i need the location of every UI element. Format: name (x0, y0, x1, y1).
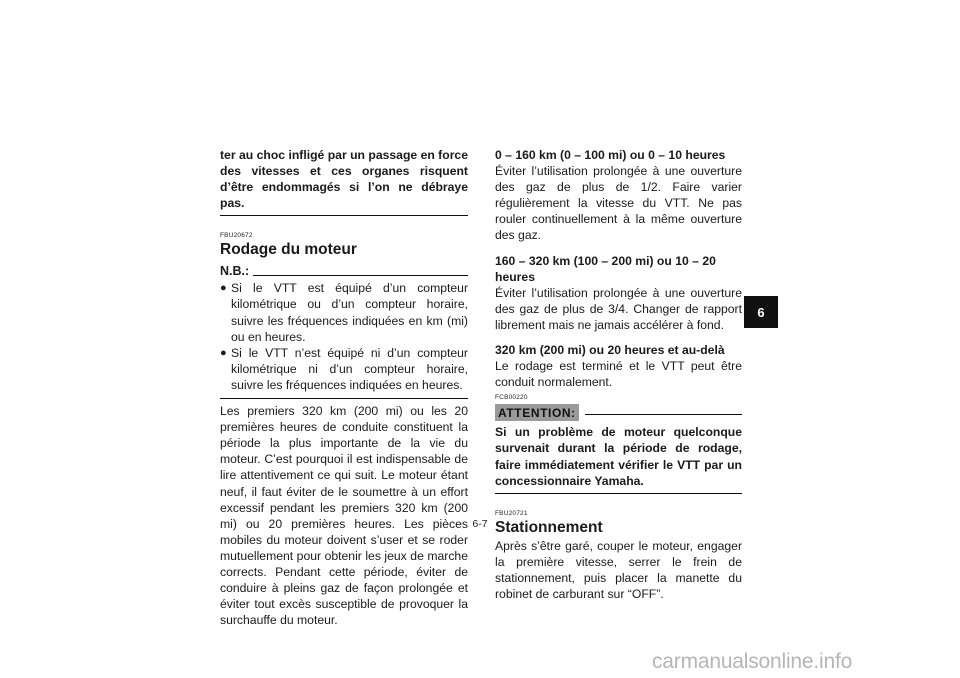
stage-heading: 320 km (200 mi) ou 20 heures et au-delà (495, 343, 725, 358)
chapter-tab: 6 (744, 296, 778, 328)
stage-block (495, 147, 742, 244)
stage-text: Éviter l’utilisation prolongée à une ouverture des gaz de plus de 3/4. Changer de rapport librement mais ne jamais accélérer à fond. (495, 285, 742, 332)
section-title: Stationnement (495, 518, 603, 536)
section-code: FBU20721 (495, 509, 528, 517)
right-column (495, 147, 742, 602)
note-item-text: Si le VTT n’est équipé ni d’un compteur kilométrique ni d’un compteur horaire, suivre les fréquences indiquées en heures. (231, 345, 468, 392)
parking-text: Après s’être garé, couper le moteur, engager la première vitesse, serrer le frein de stationnement, puis placer la manette du robinet de carburant sur “OFF”. (495, 538, 742, 601)
stage-block (495, 253, 742, 333)
bullet-icon: ● (220, 282, 227, 295)
stage-heading: 0 – 160 km (0 – 100 mi) ou 0 – 10 heures (495, 148, 726, 162)
page-number: 6-7 (472, 518, 488, 530)
bullet-icon: ● (220, 346, 227, 359)
stage-text: Éviter l’utilisation prolongée à une ouverture des gaz de plus de 1/2. Faire varier régulièrement la vitesse du VTT. Ne pas rouler continuellement à la même ouverture des gaz. (495, 164, 742, 243)
warning-end-rule (220, 215, 468, 216)
section-title: Rodage du moteur (220, 241, 357, 259)
note-end-rule (220, 398, 468, 399)
continued-warning-text: ter au choc infligé par un passage en force des vitesses et ces organes risquent d’être endommagés si l’on ne débraye pas. (220, 148, 468, 211)
note-label: N.B.: (220, 264, 250, 279)
attention-header (495, 404, 742, 421)
section-code: FBU20672 (220, 232, 253, 240)
note-item (220, 280, 468, 344)
stage-text: Le rodage est terminé et le VTT peut être conduit normalement. (495, 359, 742, 390)
break-in-body-text: Les premiers 320 km (200 mi) ou les 20 premières heures de conduite constituent la période la plus importante de la vie du moteur. C’est pourquoi il est indispensable de lire attentivement ce qui suit. Le moteur étant neuf, il faut éviter de le soumettre à un effort excessif pendant les premiers 320 km (200 mi) ou 20 premières heures. Les pièces mobiles du moteur doivent s’user et se roder mutuellement pour obtenir les jeux de marche corrects. Pendant cette période, éviter de conduire à pleins gaz de façon prolongée et éviter tout excès susceptible de provoquer la surchauffe du moteur. (220, 404, 468, 628)
note-header-line (253, 275, 468, 276)
attention-end-rule (495, 493, 742, 494)
note-header (220, 263, 468, 279)
attention-code: FCB00220 (495, 394, 528, 402)
footer-watermark: carmanualsonline.info (652, 650, 853, 673)
attention-header-line (585, 414, 742, 415)
attention-text: Si un problème de moteur quelconque survenait durant la période de rodage, faire immédiatement vérifier le VTT par un concessionnaire Yamaha. (495, 425, 742, 488)
stage-heading: 160 – 320 km (100 – 200 mi) ou 10 – 20 heures (495, 253, 716, 284)
note-item (220, 345, 468, 393)
attention-badge: ATTENTION: (495, 404, 579, 421)
note-item-text: Si le VTT est équipé d’un compteur kilométrique ou d’un compteur horaire, suivre les fréquences indiquées en km (mi) ou en heures. (231, 281, 468, 344)
left-column (220, 147, 468, 628)
stage-block (495, 342, 742, 390)
